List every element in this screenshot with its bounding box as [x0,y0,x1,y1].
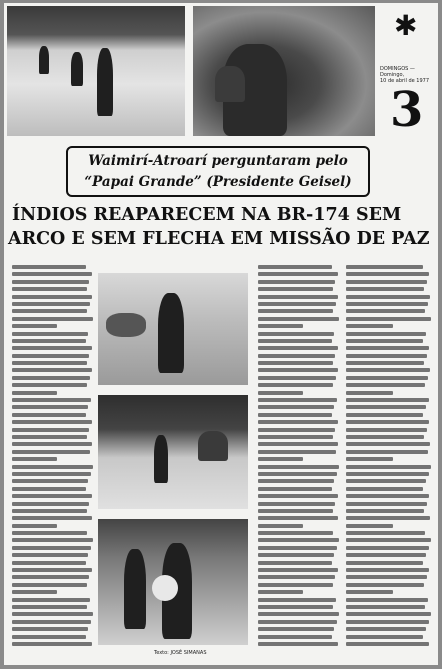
text-line [258,435,333,439]
text-line [258,457,303,461]
text-line [12,272,92,276]
text-column-2 [258,265,340,657]
newspaper-page [4,3,438,665]
text-line [346,376,428,380]
text-line [12,627,88,631]
text-line [346,561,423,565]
text-line [258,346,338,350]
text-line [346,627,426,631]
text-line [12,376,90,380]
text-line [258,627,334,631]
text-line [346,265,423,269]
text-line [258,524,303,528]
text-line [346,383,425,387]
text-line [258,332,334,336]
text-line [346,612,431,616]
text-line [258,590,303,594]
issue-date: 10 de abril de 1977 [380,78,430,84]
text-line [258,287,333,291]
text-line [12,509,87,513]
text-line [12,635,86,639]
kicker-line-1: Waimirí-Atroarí perguntaram pelo [88,153,348,169]
section-label: DOMINGOS — Domingo, [380,66,415,78]
text-line [346,524,393,528]
text-line [258,502,335,506]
text-line [12,642,92,646]
text-line [346,368,430,372]
text-line [12,317,93,321]
text-line [258,516,338,520]
text-line [346,354,427,358]
page-number: 3 [390,82,424,138]
photo-indian-with-car [98,273,248,385]
text-line [12,280,89,284]
text-line [12,309,87,313]
text-line [258,413,332,417]
text-line [258,465,339,469]
text-line [12,531,87,535]
text-line [346,413,423,417]
text-line [258,605,333,609]
text-line [12,502,89,506]
text-line [346,531,425,535]
masthead [380,6,435,136]
text-line [346,442,430,446]
text-line [258,272,338,276]
text-line [258,487,332,491]
text-column-1 [12,265,94,657]
text-line [12,413,86,417]
text-line [258,361,333,365]
text-line [346,332,426,336]
text-line [258,583,333,587]
text-line [12,354,89,358]
text-line [258,302,336,306]
text-line [346,472,429,476]
headline-line-2: ARCO E SEM FLECHA EM MISSÃO DE PAZ [8,229,430,249]
photo-woman-with-child [193,6,375,136]
text-line [346,487,423,491]
text-line [258,546,337,550]
text-line [12,450,90,454]
photo-credit: Texto: JOSÉ SIMANAS [154,650,207,656]
text-line [346,398,429,402]
text-line [346,339,423,343]
text-line [12,442,92,446]
text-line [346,420,429,424]
text-line [346,553,426,557]
text-line [346,642,429,646]
text-line [346,450,428,454]
text-line [258,612,339,616]
photo-indians-on-road [7,6,185,136]
text-line [346,361,424,365]
text-line [346,302,428,306]
text-line [346,287,424,291]
text-line [12,435,87,439]
text-line [12,391,57,395]
text-line [258,472,337,476]
text-line [12,605,87,609]
text-line [12,575,89,579]
text-line [12,487,86,491]
text-line [258,309,333,313]
text-line [12,457,57,461]
text-line [258,295,338,299]
text-line [12,568,92,572]
text-line [346,465,431,469]
text-line [12,553,88,557]
kicker-line-2: “Papai Grande” (Presidente Geisel) [84,174,352,190]
text-line [12,516,92,520]
text-line [12,265,86,269]
text-line [346,502,427,506]
text-line [346,457,393,461]
kicker-box [66,146,370,197]
headline [8,203,436,251]
text-line [258,280,335,284]
text-line [346,435,424,439]
text-line [258,494,338,498]
text-line [12,561,86,565]
text-line [12,405,88,409]
text-line [258,635,332,639]
text-line [12,612,93,616]
text-line [346,324,393,328]
text-line [258,428,335,432]
text-line [346,309,425,313]
text-line [258,553,334,557]
text-line [258,561,332,565]
text-line [346,516,430,520]
text-line [258,420,338,424]
text-line [258,509,333,513]
text-line [346,346,429,350]
logo-icon: ✱ [394,9,418,42]
text-line [346,272,429,276]
text-line [12,332,88,336]
text-line [346,391,393,395]
text-line [12,368,92,372]
text-line [12,494,92,498]
text-line [258,398,337,402]
text-line [12,479,88,483]
text-line [258,317,339,321]
text-line [258,368,338,372]
text-line [12,339,86,343]
text-line [258,339,332,343]
text-line [258,531,333,535]
text-line [12,620,91,624]
photo-indians-at-camp [98,395,248,509]
text-line [346,538,431,542]
text-line [258,265,332,269]
text-line [12,524,57,528]
text-line [346,295,430,299]
text-line [12,465,93,469]
text-line [346,317,431,321]
text-line [346,546,429,550]
text-line [258,450,336,454]
text-line [12,538,93,542]
text-line [12,287,87,291]
text-line [12,472,91,476]
text-line [258,391,303,395]
text-line [258,642,338,646]
text-line [346,605,425,609]
text-line [258,383,333,387]
text-line [12,302,90,306]
text-line [12,598,90,602]
text-line [258,479,334,483]
text-line [346,428,427,432]
text-line [346,509,424,513]
text-line [12,546,91,550]
text-line [346,635,423,639]
text-line [258,405,334,409]
text-column-3 [346,265,432,657]
text-line [258,354,335,358]
text-line [346,575,427,579]
text-line [258,538,339,542]
photo-children-in-clearing [98,519,248,645]
text-line [12,361,87,365]
text-line [258,575,335,579]
headline-line-1: ÍNDIOS REAPARECEM NA BR-174 SEM [12,205,402,225]
text-line [258,568,338,572]
text-line [12,420,92,424]
text-line [258,376,336,380]
text-line [346,583,424,587]
text-line [346,405,426,409]
text-line [346,479,426,483]
text-line [346,280,427,284]
text-line [12,590,57,594]
text-line [258,598,336,602]
text-line [258,620,337,624]
text-line [12,398,91,402]
text-line [12,428,89,432]
text-line [12,324,57,328]
text-line [12,383,87,387]
text-line [346,568,429,572]
text-line [12,295,92,299]
text-line [346,620,429,624]
text-line [346,494,429,498]
text-line [346,590,393,594]
text-line [258,442,338,446]
text-line [12,346,92,350]
text-line [258,324,303,328]
text-line [12,583,87,587]
text-line [346,598,428,602]
